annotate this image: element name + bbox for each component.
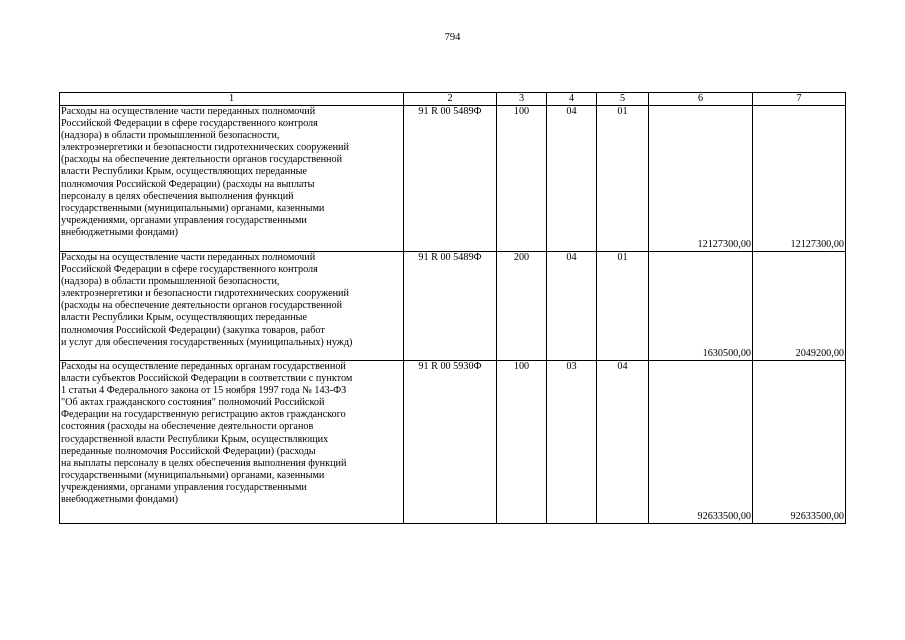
budget-table — [59, 92, 846, 524]
column-header: 5 — [597, 93, 649, 106]
subsection-code: 01 — [597, 252, 649, 361]
amount-column-7: 92633500,00 — [753, 361, 846, 524]
amount-column-6: 1630500,00 — [649, 252, 753, 361]
expense-type-code: 100 — [497, 361, 547, 524]
expense-description: Расходы на осуществление части переданных полномочий Российской Федерации в сфере государственного контроля (надзора) в области промышленной безопасности, электроэнергетики и безопасности гидротехнических сооружений (расходы на обеспечение деятельности органов государственной власти Республики Крым, осуществляющих переданные полномочия Российской Федерации) (расходы на выплаты персоналу в целях обеспечения выполнения функций государственными (муниципальными) органами, казенными учреждениями, органами управления государственными внебюджетными фондами) — [60, 106, 404, 252]
page-number: 794 — [444, 32, 461, 43]
amount-column-6: 92633500,00 — [649, 361, 753, 524]
section-code: 04 — [547, 106, 597, 252]
table-row — [60, 106, 846, 252]
expense-description: Расходы на осуществление части переданных полномочий Российской Федерации в сфере государственного контроля (надзора) в области промышленной безопасности, электроэнергетики и безопасности гидротехнических сооружений (расходы на обеспечение деятельности органов государственной власти Республики Крым, осуществляющих переданные полномочия Российской Федерации) (закупка товаров, работ и услуг для обеспечения государственных (муниципальных) нужд) — [60, 252, 404, 361]
column-header: 7 — [753, 93, 846, 106]
table-row — [60, 361, 846, 524]
column-header: 4 — [547, 93, 597, 106]
target-code: 91 R 00 5930Ф — [404, 361, 497, 524]
table-header-row — [60, 93, 846, 106]
column-header: 1 — [60, 93, 404, 106]
expense-type-code: 100 — [497, 106, 547, 252]
expense-description: Расходы на осуществление переданных органам государственной власти субъектов Российской Федерации в соответствии с пунктом 1 статьи 4 Федерального закона от 15 ноября 1997 года № 143-ФЗ "Об актах гражданского состояния" полномочий Российской Федерации на государственную регистрацию актов гражданского состояния (расходы на обеспечение деятельности органов государственной власти Республики Крым, осуществляющих переданные полномочия Российской Федерации) (расходы на выплаты персоналу в целях обеспечения выполнения функций государственными (муниципальными) органами, казенными учреждениями, органами управления государственными внебюджетными фондами) — [60, 361, 404, 524]
amount-column-6: 12127300,00 — [649, 106, 753, 252]
target-code: 91 R 00 5489Ф — [404, 252, 497, 361]
column-header: 3 — [497, 93, 547, 106]
column-header: 6 — [649, 93, 753, 106]
expense-type-code: 200 — [497, 252, 547, 361]
target-code: 91 R 00 5489Ф — [404, 106, 497, 252]
column-header: 2 — [404, 93, 497, 106]
table-row — [60, 252, 846, 361]
amount-column-7: 2049200,00 — [753, 252, 846, 361]
subsection-code: 04 — [597, 361, 649, 524]
subsection-code: 01 — [597, 106, 649, 252]
section-code: 03 — [547, 361, 597, 524]
amount-column-7: 12127300,00 — [753, 106, 846, 252]
section-code: 04 — [547, 252, 597, 361]
